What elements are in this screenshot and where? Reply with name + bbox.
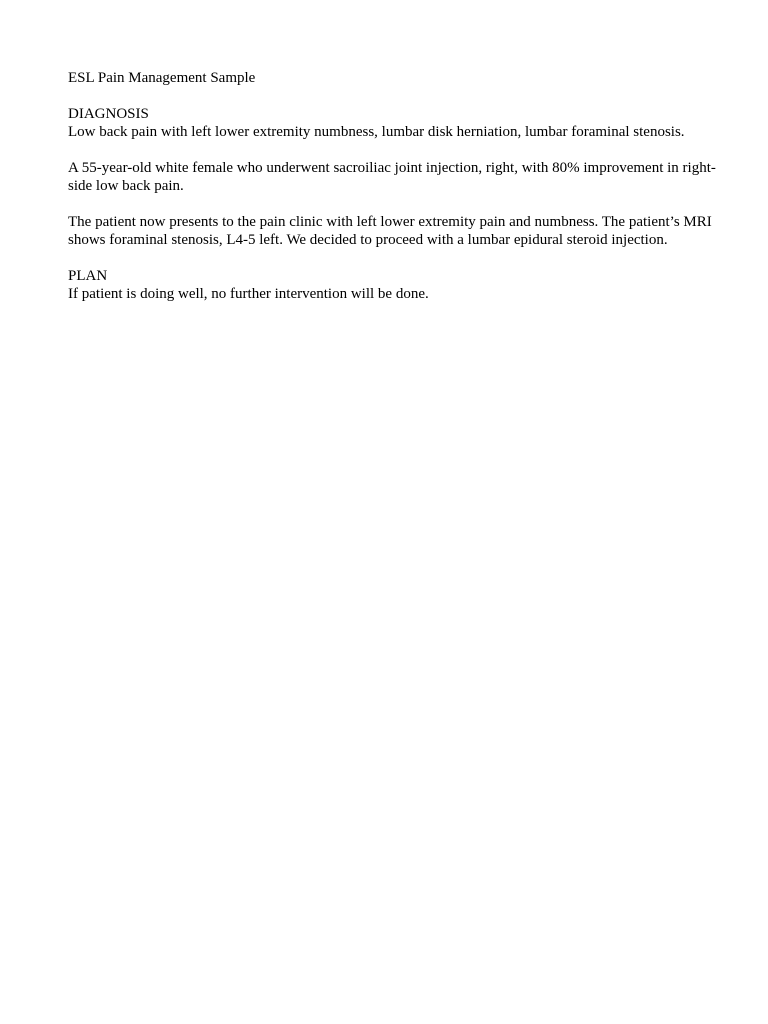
document-page	[68, 69, 728, 303]
diagnosis-heading: DIAGNOSIS	[68, 106, 149, 122]
document-title: ESL Pain Management Sample	[68, 70, 256, 86]
spacer	[68, 195, 728, 213]
spacer	[68, 87, 728, 105]
presentation-paragraph: The patient now presents to the pain clinic with left lower extremity pain and numbness. The patient’s MRI shows foraminal stenosis, L4-5 left. We decided to proceed with a lumbar epidural steroid injection.	[68, 214, 712, 248]
plan-text: If patient is doing well, no further intervention will be done.	[68, 286, 429, 302]
spacer	[68, 141, 728, 159]
plan-heading: PLAN	[68, 268, 108, 284]
history-paragraph: A 55-year-old white female who underwent sacroiliac joint injection, right, with 80% improvement in right-side low back pain.	[68, 160, 716, 194]
diagnosis-text: Low back pain with left lower extremity numbness, lumbar disk herniation, lumbar foraminal stenosis.	[68, 124, 685, 140]
spacer	[68, 249, 728, 267]
